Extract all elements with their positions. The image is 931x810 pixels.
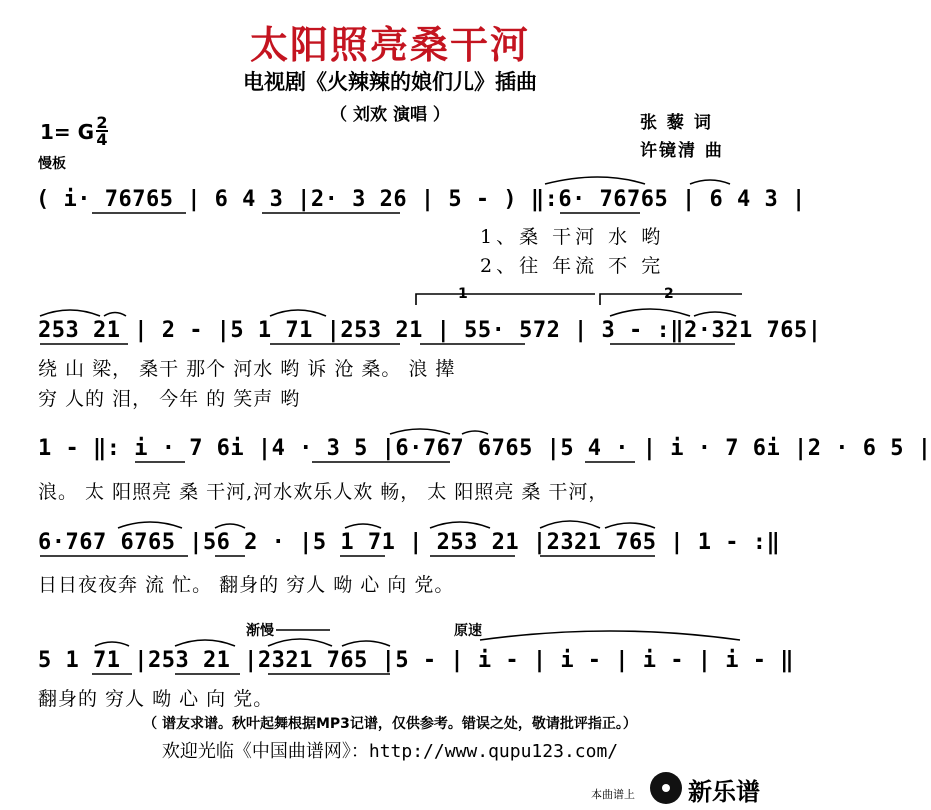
- ending-1-label: 1: [458, 286, 468, 302]
- notation-row-2: 253 21 | 2 - |5 1 71 |253 21 | 55· 572 | 3 - :‖2·321 765|: [38, 318, 822, 343]
- lyric-row-3: 浪。 太 阳照亮 桑 干河,河水欢乐人欢 畅， 太 阳照亮 桑 干河，: [38, 481, 609, 503]
- footer-welcome: 欢迎光临《中国曲谱网》：http://www.qupu123.com/: [161, 741, 619, 762]
- lyric-row-2-verse-2: 穷 人的 泪， 今年 的 笑声 哟: [38, 388, 301, 410]
- lyric-row-5: 翻身的 穷人 呦 心 向 党。: [38, 688, 274, 710]
- lyricist-credit: 张 藜 词: [640, 113, 713, 133]
- time-signature-bottom: 4: [96, 130, 108, 149]
- time-signature-top: 2: [96, 113, 108, 132]
- watermark-text: 本曲谱上: [591, 788, 635, 801]
- song-title: 太阳照亮桑干河: [249, 22, 530, 67]
- key-signature: 1= G: [40, 120, 95, 144]
- tempo-mark: 慢板: [38, 156, 66, 172]
- composer-credit: 许镜清 曲: [640, 141, 724, 161]
- record-disc-icon: [650, 772, 682, 804]
- footer-note: （ 谱友求谱。秋叶起舞根据MP3记谱，仅供参考。错误之处，敬请批评指正。）: [143, 716, 637, 732]
- ritardando-mark: 渐慢: [246, 623, 274, 639]
- notation-row-1: ( i· 76765 | 6 4 3 |2· 3 26 | 5 - ) ‖:6· 76765 | 6 4 3 |: [36, 187, 806, 212]
- notation-row-5: 5 1 71 |253 21 |2321 765 |5 - | i - | i - | i - | i - ‖: [38, 648, 794, 673]
- notation-row-3: 1 - ‖: i · 7 6i |4 · 3 5 |6·767 6765 |5 4 · | i · 7 6i |2 · 6 5 |: [38, 436, 931, 461]
- lyric-row-1-verse-1: 1、桑 干河 水 哟: [480, 226, 665, 248]
- singer-credit: （ 刘欢 演唱 ）: [330, 105, 450, 125]
- lyric-row-2-verse-1: 绕 山 梁， 桑干 那个 河水 哟 诉 沧 桑。 浪 撵: [38, 358, 456, 380]
- lyric-row-1-verse-2: 2、往 年流 不 完: [480, 255, 665, 277]
- notation-row-4: 6·767 6765 |56 2 · |5 1 71 | 253 21 |2321 765 | 1 - :‖: [38, 530, 781, 555]
- lyric-row-4: 日日夜夜奔 流 忙。 翻身的 穷人 呦 心 向 党。: [38, 574, 455, 596]
- watermark-brand: 新乐谱: [688, 778, 760, 806]
- a-tempo-mark: 原速: [454, 623, 482, 639]
- ending-2-label: 2: [664, 286, 674, 302]
- song-subtitle: 电视剧《火辣辣的娘们儿》插曲: [243, 70, 537, 94]
